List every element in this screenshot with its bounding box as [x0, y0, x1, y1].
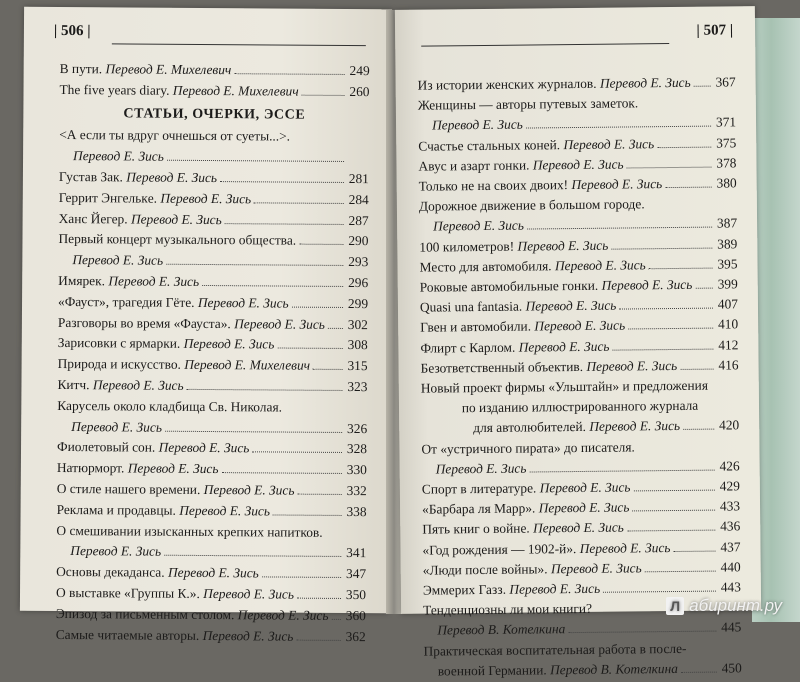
toc-entry-page: 302 — [346, 315, 368, 336]
leader-dots — [680, 356, 714, 370]
toc-entry — [58, 333, 368, 356]
toc-entry-title: Карусель около кладбища Св. Николая. — [57, 396, 367, 419]
toc-entry-title: <А если ты вдруг очнешься от суеты...>. — [59, 125, 369, 148]
leader-dots — [568, 618, 716, 633]
leader-dots — [665, 174, 712, 188]
leader-dots — [683, 416, 714, 430]
toc-entry-page: 290 — [346, 231, 368, 252]
toc-entry — [56, 604, 366, 627]
toc-entry-translator: Перевод В. Котелкина — [437, 622, 565, 638]
leader-dots — [296, 626, 340, 640]
toc-entry — [58, 313, 368, 336]
toc-entry-translator: Перевод Е. Зись — [433, 218, 524, 234]
toc-entry-title: Геррит Энгелькe. — [59, 190, 161, 206]
toc-entry-title: Безответственный объектив. — [421, 359, 587, 376]
toc-entry-page: 395 — [715, 254, 737, 274]
toc-entry-page: 380 — [715, 173, 737, 193]
leader-dots — [645, 558, 716, 572]
toc-entry-translator: Перевод Е. Зись — [601, 277, 692, 293]
toc-entry-translator: Перевод Е. Михелевич — [105, 61, 231, 77]
leader-dots — [234, 60, 344, 74]
toc-entry-translator: Перевод Е. Зись — [128, 461, 219, 477]
leader-dots — [273, 501, 342, 515]
toc-entry-translator: Перевод Е. Михелевич — [184, 357, 310, 373]
toc-entry-translator: Перевод Е. Зись — [70, 543, 161, 559]
toc-entry-translator: Перевод Е. Зись — [525, 298, 616, 314]
toc-entry-page: 281 — [347, 169, 369, 190]
leader-dots — [225, 210, 344, 225]
toc-entry-title: Фиолетовый сон. — [57, 439, 159, 455]
toc-entry-translator: Перевод Е. Зись — [519, 338, 610, 354]
page-number-left: | 506 | — [54, 23, 91, 40]
leader-dots — [681, 659, 717, 673]
toc-entry-translator: Перевод Е. Зись — [126, 169, 217, 185]
toc-entry-title: Спорт в литературе. — [422, 480, 540, 496]
toc-entry-title: Густав Зак. — [59, 169, 126, 184]
toc-entry-title: Авус и азарт гонки. — [418, 157, 532, 173]
toc-entry — [418, 72, 736, 96]
leader-dots — [527, 214, 712, 230]
toc-entry-title: по изданию иллюстрированного журнала — [421, 396, 739, 420]
toc-entry-page: 308 — [346, 335, 368, 356]
leader-dots — [302, 82, 345, 96]
toc-entry — [59, 188, 369, 211]
toc-entry — [58, 354, 368, 377]
toc-entry-page: 338 — [345, 502, 367, 523]
toc-entry-title: для автолюбителей. — [473, 419, 589, 435]
toc-entry-translator: Перевод Е. Зись — [159, 440, 250, 456]
leader-dots — [612, 336, 713, 351]
toc-entry-translator: Перевод Е. Зись — [168, 565, 259, 581]
leader-dots — [611, 234, 712, 249]
toc-entry-title: Зарисовки с ярмарки. — [58, 335, 184, 351]
toc-entry-page: 378 — [714, 153, 736, 173]
leader-dots — [649, 255, 713, 269]
toc-entry-page: 450 — [720, 658, 742, 678]
toc-entry-title: «Год рождения — 1902-й». — [422, 541, 579, 558]
toc-entry-page: 299 — [346, 294, 368, 315]
leader-dots — [626, 154, 711, 169]
toc-entry-translator: Перевод Е. Зись — [571, 176, 662, 192]
toc-entry — [59, 167, 369, 190]
leader-dots — [254, 189, 344, 203]
toc-entry-page: 360 — [344, 606, 366, 627]
right-page — [395, 6, 761, 614]
toc-entry-title: Флирт с Карлом. — [420, 339, 518, 355]
toc-entry — [59, 209, 369, 232]
toc-entry-page: 433 — [718, 497, 740, 517]
toc-entry-translator: Перевод Е. Зись — [436, 460, 527, 476]
toc-entry — [59, 80, 369, 103]
leader-dots — [252, 439, 342, 453]
toc-entry-translator: Перевод Е. Зись — [184, 336, 275, 352]
toc-entry-page: 341 — [344, 543, 366, 564]
toc-entry-translator: Перевод В. Котелкина — [550, 661, 678, 677]
toc-entry-title: Реклама и продавцы. — [57, 502, 180, 518]
toc-entry-translator: Перевод Е. Зись — [534, 318, 625, 334]
toc-entry-title: Счастье стальных коней. — [418, 137, 563, 154]
toc-entry-title: Quasi una fantasia. — [420, 299, 526, 315]
toc-entry-title: Место для автомобиля. — [419, 258, 555, 274]
toc-entry-title: Эпизод за письменным столом. — [56, 606, 238, 622]
toc-entry-title: «Фауст», трагедия Гёте. — [58, 294, 198, 310]
leader-dots — [292, 294, 343, 308]
toc-entry-translator: Перевод Е. Зись — [539, 500, 630, 516]
toc-entry-page: 296 — [346, 273, 368, 294]
toc-entry-page: 410 — [716, 315, 738, 335]
header-rule-left — [112, 43, 366, 46]
toc-entry-title: О выставке «Группы К.». — [56, 585, 203, 601]
toc-entry-translator: Перевод Е. Зись — [533, 156, 624, 172]
toc-entry-page: 445 — [719, 618, 741, 638]
toc-entry-page: 412 — [716, 335, 738, 355]
leader-dots — [632, 497, 715, 512]
labirint-logo-icon: Л — [666, 597, 684, 615]
toc-entry-page: 367 — [714, 72, 736, 92]
toc-entry-page: 350 — [344, 585, 366, 606]
toc-entry-translator: Перевод Е. Зись — [580, 540, 671, 556]
toc-entry-page: 399 — [716, 274, 738, 294]
watermark-text: абиринт.ру — [689, 596, 782, 616]
toc-entry — [57, 500, 367, 523]
toc-entry — [58, 229, 368, 252]
toc-entry — [57, 375, 367, 398]
toc-entry-title: военной Германии. — [438, 662, 550, 678]
toc-entry-translator: Перевод Е. Зись — [93, 377, 184, 393]
leader-dots — [657, 133, 711, 147]
toc-entry-translator: Перевод Е. Зись — [203, 628, 294, 644]
toc-entry — [58, 250, 368, 273]
leader-dots — [628, 315, 713, 330]
toc-entry-title: Гвен и автомобили. — [420, 319, 534, 335]
leader-dots — [164, 542, 341, 557]
toc-entry-title: Ханс Йегер. — [59, 211, 131, 227]
labirint-watermark — [666, 596, 782, 616]
toc-entry-translator: Перевод Е. Зись — [432, 117, 523, 133]
leader-dots — [166, 251, 343, 266]
toc-entry — [56, 541, 366, 564]
toc-entry-page: 287 — [347, 211, 369, 232]
toc-entry-title: Практическая воспитательная работа в после- — [423, 638, 741, 662]
toc-entry-page: 429 — [718, 476, 740, 496]
toc-entry-translator: Перевод Е. Зись — [204, 482, 295, 498]
toc-entry-page: 284 — [347, 190, 369, 211]
toc-entry-title: Тенденциозны ли мои книги? — [423, 598, 741, 622]
toc-entry-translator: Перевод Е. Зись — [589, 418, 680, 434]
toc-entry-page: 416 — [716, 355, 738, 375]
toc-entry-translator: Перевод Е. Зись — [551, 560, 642, 576]
toc-entry-translator: Перевод Е. Зись — [533, 520, 624, 536]
toc-entry — [57, 458, 367, 481]
toc-entry-page: 347 — [344, 564, 366, 585]
toc-entry-title: От «устричного пирата» до писателя. — [421, 436, 739, 460]
toc-entry-page: 328 — [345, 439, 367, 460]
leader-dots — [603, 578, 716, 593]
toc-entry-page: 407 — [716, 295, 738, 315]
leader-dots — [299, 231, 343, 245]
leader-dots — [673, 538, 715, 552]
toc-entry-page: 420 — [717, 416, 739, 436]
leader-dots — [529, 457, 714, 473]
leader-dots — [202, 272, 343, 287]
leader-dots — [165, 418, 342, 433]
toc-entry-title: «Барбара ля Марр». — [422, 501, 539, 517]
toc-entry-title: «Люди после войны». — [423, 561, 551, 577]
toc-entry-page: 260 — [347, 82, 369, 103]
leader-dots — [328, 315, 343, 329]
toc-entry-title: Из истории женских журналов. — [418, 76, 600, 93]
toc-entry-page: 249 — [348, 61, 370, 82]
toc-entry-translator: Перевод Е. Зись — [72, 252, 163, 268]
toc-entry-translator: Перевод Е. Зись — [509, 581, 600, 597]
leader-dots — [297, 585, 341, 599]
toc-entry-page: 440 — [719, 557, 741, 577]
toc-entry-title: Китч. — [57, 377, 92, 392]
toc-entry-translator: Перевод Е. Зись — [160, 190, 251, 206]
toc-entry-title: Природа и искусство. — [58, 356, 185, 372]
leader-dots — [220, 168, 344, 183]
header-rule-right — [421, 43, 669, 47]
toc-entry-title: Основы декаданса. — [56, 564, 168, 580]
toc-entry-page: 387 — [715, 214, 737, 234]
toc-entry-title: The five years diary. — [59, 82, 172, 98]
toc-entry-page: 332 — [345, 481, 367, 502]
toc-entry-translator: Перевод Е. Зись — [108, 273, 199, 289]
toc-entry — [56, 562, 366, 585]
toc-entry-translator: Перевод Е. Зись — [203, 586, 294, 602]
toc-entry-page: 426 — [718, 456, 740, 476]
toc-entry-translator: Перевод Е. Зись — [563, 136, 654, 152]
toc-entry-title: Натюрморт. — [57, 460, 128, 475]
toc-entry — [60, 59, 370, 82]
toc-entry-title: Только не на своих двоих! — [419, 177, 572, 194]
leader-dots — [627, 517, 716, 532]
toc-entry — [57, 437, 367, 460]
toc-entry — [58, 292, 368, 315]
toc-entry-page: 323 — [345, 377, 367, 398]
toc-entry-page: 443 — [719, 577, 741, 597]
leader-dots — [619, 295, 713, 310]
leader-dots — [695, 275, 713, 289]
leader-dots — [262, 564, 341, 578]
leader-dots — [167, 147, 344, 162]
toc-entry-title: Женщины — авторы путевых заметок. — [418, 93, 736, 117]
toc-entry-title: Пять книг о войне. — [422, 521, 533, 537]
section-heading: СТАТЬИ, ОЧЕРКИ, ЭССЕ — [59, 104, 369, 127]
leader-dots — [313, 356, 343, 370]
toc-entry-translator: Перевод Е. Зись — [540, 480, 631, 496]
toc-entry — [56, 624, 366, 647]
leader-dots — [297, 481, 341, 495]
toc-entry-translator: Перевод Е. Зись — [555, 257, 646, 273]
toc-entry-title: В пути. — [60, 61, 106, 76]
left-page — [20, 7, 392, 614]
toc-entry-translator: Перевод Е. Зись — [131, 211, 222, 227]
toc-entry-title: Первый концерт музыкального общества. — [58, 229, 296, 251]
toc-entry — [57, 479, 367, 502]
toc-entry-translator: Перевод Е. Зись — [234, 316, 325, 332]
leader-dots — [694, 73, 711, 87]
toc-entry — [56, 583, 366, 606]
toc-entry-page: 389 — [715, 234, 737, 254]
toc-entry-translator: Перевод Е. Зись — [586, 358, 677, 374]
toc-entry — [58, 271, 368, 294]
toc-entry-translator: Перевод Е. Зись — [600, 75, 691, 91]
toc-entry-page: 326 — [345, 419, 367, 440]
toc-entry-title: Новый проект фирмы «Ульштайн» и предложения — [421, 375, 739, 399]
toc-entry-page: 371 — [714, 113, 736, 133]
toc-entry-translator: Перевод Е. Зись — [179, 503, 270, 519]
leader-dots — [526, 113, 711, 129]
toc-entry-title: Самые читаемые авторы. — [56, 626, 203, 642]
toc-entry-page: 362 — [344, 626, 366, 647]
toc-entry-page: 315 — [346, 356, 368, 377]
toc-entry — [59, 146, 369, 169]
leader-dots — [277, 335, 342, 349]
toc-entry-translator: Перевод Е. Зись — [73, 148, 164, 164]
toc-entry-title: О стиле нашего времени. — [57, 481, 204, 497]
toc-entry-title: О смешивании изысканных крепких напитков. — [56, 520, 366, 543]
toc-entry-translator: Перевод Е. Михелевич — [173, 83, 299, 99]
toc-entry-page: 330 — [345, 460, 367, 481]
toc-entry-title: Разговоры во время «Фауста». — [58, 315, 234, 331]
toc-entry — [57, 417, 367, 440]
page-number-right: | 507 | — [696, 22, 733, 39]
toc-entry-title: Дорожное движение в большом городе. — [419, 194, 737, 218]
toc-entry-title: Имярек. — [58, 273, 108, 288]
toc-entry — [424, 658, 742, 682]
toc-entry-title: 100 километров! — [419, 238, 517, 254]
toc-left — [56, 59, 370, 647]
toc-entry-translator: Перевод Е. Зись — [198, 295, 289, 311]
toc-entry-translator: Перевод Е. Зись — [517, 237, 608, 253]
toc-entry-title: Эммерих Газз. — [423, 582, 510, 598]
toc-entry-page: 375 — [714, 133, 736, 153]
toc-right — [418, 72, 742, 681]
toc-entry-title: Роковые автомобильные гонки. — [420, 278, 602, 295]
leader-dots — [221, 460, 341, 475]
toc-entry-page: 437 — [718, 537, 740, 557]
leader-dots — [633, 477, 715, 492]
leader-dots — [331, 606, 341, 620]
toc-entry-page: 293 — [346, 252, 368, 273]
leader-dots — [187, 376, 343, 391]
toc-entry-page: 436 — [718, 517, 740, 537]
toc-entry-translator: Перевод Е. Зись — [238, 607, 329, 623]
toc-entry-translator: Перевод Е. Зись — [71, 419, 162, 435]
